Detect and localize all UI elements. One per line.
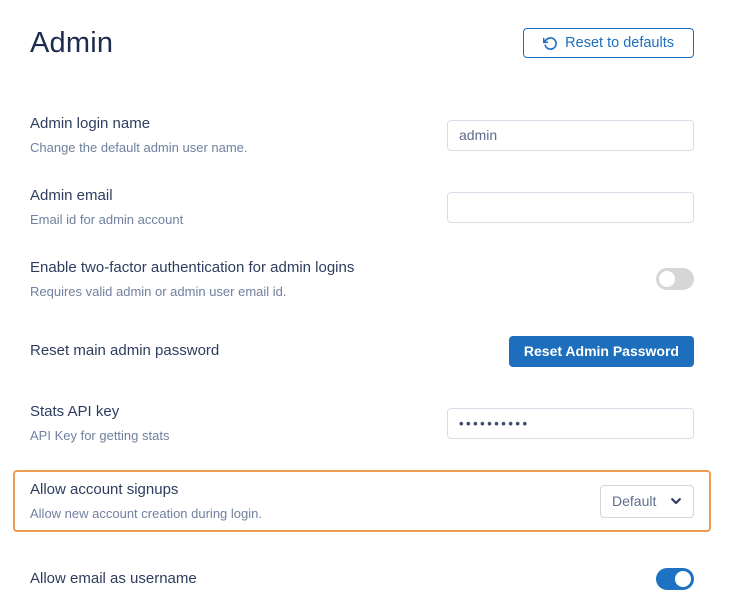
setting-title: Admin login name: [30, 114, 151, 132]
setting-title: Stats API key: [30, 402, 120, 420]
admin-login-name-input[interactable]: [447, 120, 694, 151]
page-header: [30, 26, 694, 60]
setting-title: Reset main admin password: [30, 342, 220, 359]
setting-description: Requires valid admin or admin user email id.: [30, 283, 287, 299]
reset-to-defaults-label: Reset to defaults: [565, 35, 674, 51]
toggle-knob: [659, 271, 675, 287]
setting-row-two-factor: [30, 254, 694, 304]
setting-description: API Key for getting stats: [30, 427, 170, 443]
allow-email-as-username-toggle[interactable]: [656, 568, 694, 590]
two-factor-toggle[interactable]: [656, 268, 694, 290]
setting-title: Enable two-factor authentication for admin logins: [30, 258, 355, 276]
setting-row-admin-login-name: [30, 110, 694, 160]
reset-to-defaults-button[interactable]: [523, 28, 694, 58]
setting-row-admin-email: [30, 182, 694, 232]
toggle-knob: [675, 571, 691, 587]
reset-admin-password-button[interactable]: Reset Admin Password: [509, 336, 694, 367]
setting-row-stats-api-key: [30, 398, 694, 448]
admin-email-input[interactable]: [447, 192, 694, 223]
setting-description: Change the default admin user name.: [30, 139, 248, 155]
page-title: Admin: [30, 26, 114, 59]
setting-row-allow-email-as-username: [30, 554, 694, 604]
settings-list: [30, 110, 694, 604]
rotate-ccw-icon: [543, 36, 558, 51]
setting-row-allow-account-signups highlight-box: [13, 470, 711, 532]
setting-description: Email id for admin account: [30, 211, 184, 227]
select-value: Default: [612, 493, 657, 509]
allow-account-signups-select[interactable]: [600, 485, 694, 518]
setting-title: Allow account signups: [30, 480, 179, 498]
setting-description: Allow new account creation during login.: [30, 505, 262, 521]
setting-row-reset-password: [30, 326, 694, 376]
stats-api-key-input[interactable]: [447, 408, 694, 439]
setting-title: Allow email as username: [30, 570, 197, 587]
chevron-down-icon: [669, 494, 683, 508]
setting-title: Admin email: [30, 186, 113, 204]
